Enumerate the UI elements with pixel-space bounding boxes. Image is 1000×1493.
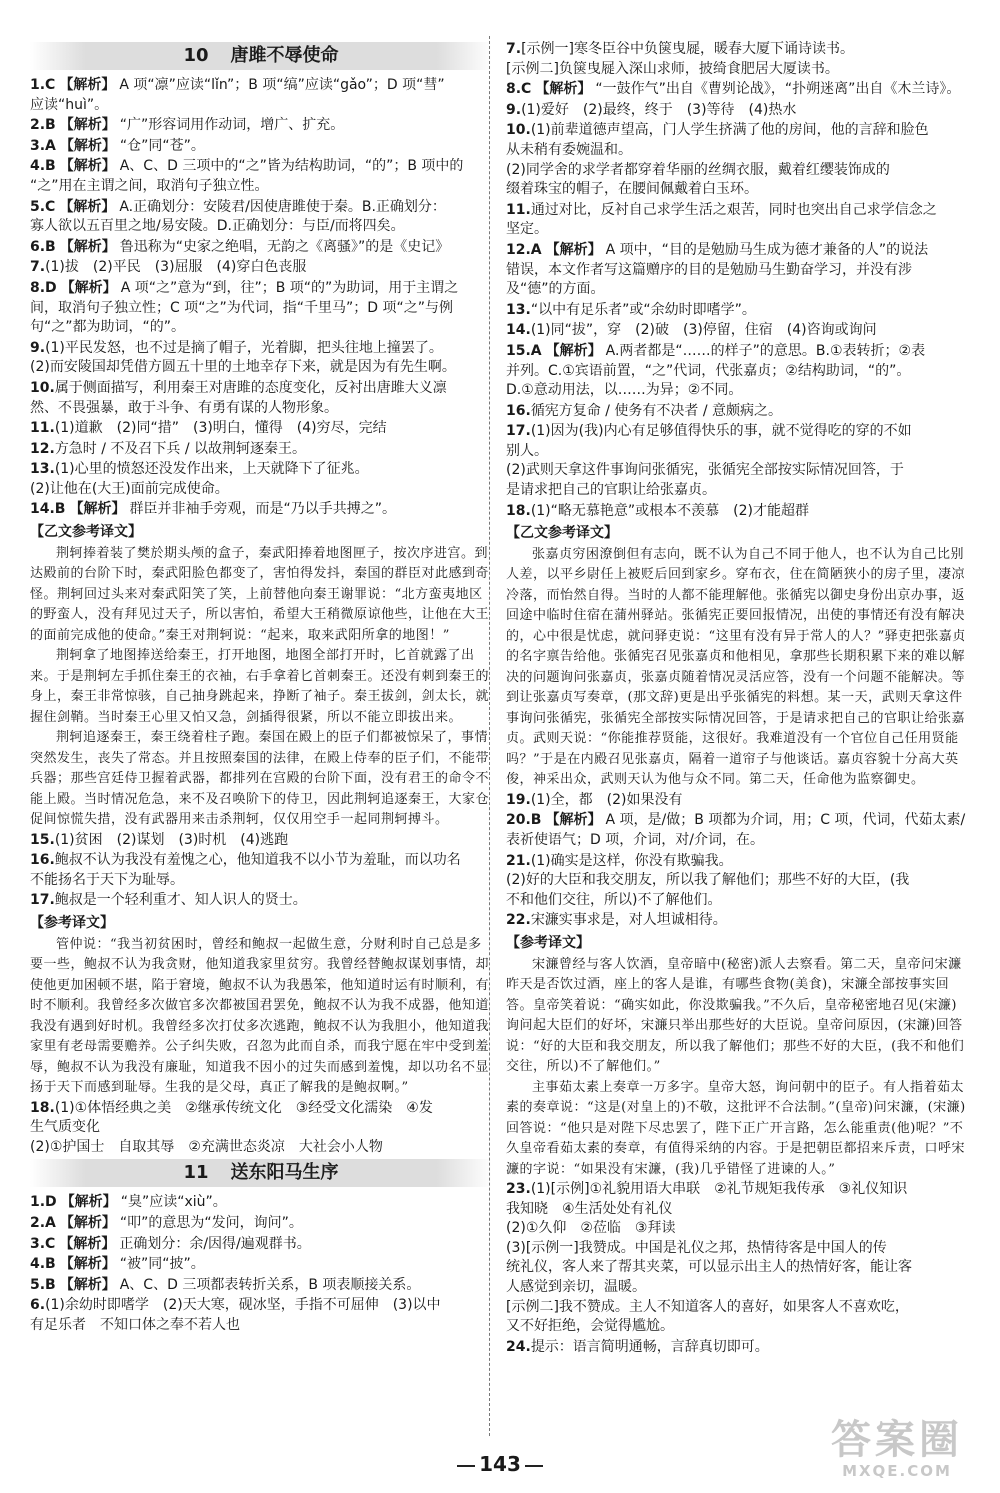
answer-text: (2)而安陵国却凭借方圆五十里的土地幸存下来，就是因为有先生啊。 [30, 359, 456, 376]
answer-text: 人感觉到亲切，温暖。 [506, 1279, 646, 1296]
answer-number: 22. [506, 912, 531, 929]
answer-text: (1)前辈道德声望高，门人学生挤满了他的房间，他的言辞和脸色 [530, 122, 929, 139]
watermark-url: MXQE.COM [842, 1462, 952, 1480]
answer-text: A、C、D 三项中的“之”皆为结构助词，“的”；B 项中的 [119, 158, 464, 175]
translation-heading: 【参考译文】 [30, 915, 114, 932]
answer-text: 属于侧面描写，利用秦王对唐雎的态度变化，反衬出唐雎大义凛 [54, 379, 447, 396]
answer-text: (2)武则天拿这件事询问张循宪，张循宪全部按实际情况回答，于 [506, 462, 904, 479]
answer-number: 8.D [30, 279, 57, 296]
answer-text: 统礼仪，客人来了帮其夹菜，可以显示出主人的热情好客，能让客 [506, 1259, 912, 1276]
answer-item [30, 831, 492, 851]
section-name: 送东阳马生序 [230, 1162, 339, 1184]
answer-text: 及“德”的方面。 [506, 281, 605, 298]
answer-number: 15. [30, 831, 55, 848]
answer-text: 有足乐者 不知口体之奉不若人也 [30, 1316, 240, 1333]
answer-text: “臭”应读“xiù”。 [120, 1194, 227, 1211]
answer-text: 提示：语言简明通畅，言辞真切即可。 [530, 1338, 769, 1355]
answer-text: (2)同学舍的求学者都穿着华丽的丝绸衣服，戴着红缨装饰成的 [506, 161, 890, 178]
answer-text: (1)平民发怒，也不过是摘了帽子，光着脚，把头往地上撞罢了。 [45, 339, 443, 356]
answer-text: (2)让他在(大王)面前完成使命。 [30, 480, 229, 497]
answer-item [30, 1214, 492, 1234]
answer-text: 鲁迅称为“史家之绝唱，无韵之《离骚》”的是《史记》 [119, 238, 450, 255]
answer-text: “仓”同“苍”。 [119, 137, 205, 154]
answer-number: 13. [506, 301, 531, 318]
analysis-tag: 【解析】 [60, 279, 117, 296]
answer-text: (1)同“拔”，穿 (2)破 (3)停留，住宿 (4)咨询或询问 [530, 322, 877, 339]
answer-text: (1)爱好 (2)最终，终于 (3)等待 (4)热水 [521, 101, 797, 118]
answer-text: (1)道歉 (2)同“措” (3)明白，懂得 (4)穷尽，完结 [54, 420, 387, 437]
analysis-tag: 【解析】 [59, 238, 116, 255]
left-column [30, 40, 492, 1337]
answer-number: 21. [506, 852, 531, 869]
answer-text: [示例一]寒冬臣谷中负箧曳屣，暖春大厦下诵诗读书。 [521, 41, 854, 57]
answer-number: 2.B [30, 117, 56, 134]
answer-text: 并列。C.①宾语前置，“之”代词，代张嘉贞；②结构助词，“的”。 [506, 362, 911, 379]
translation-paragraph: 荆轲追逐秦王，秦王绕着柱子跑。秦国在殿上的臣子们都被惊呆了，事情突然发生，丧失了常态。并且按照秦国的法律，在殿上侍奉的臣子们，不能带兵器；那些宫廷侍卫握着武器，都排列在宫殿的台阶下面，没有君王的命令不能上殿。当时情况危急，来不及召唤阶下的侍卫，因此荆轲追逐秦王，大家仓促间惊慌失措，没有武器用来击杀荆轲，仅仅用空手一起同荆轲搏斗。 [30, 730, 490, 828]
answer-item [506, 811, 968, 850]
answer-number: 12. [30, 440, 55, 457]
answer-number: 4.B [30, 158, 56, 175]
answer-number: 7. [506, 41, 522, 57]
answer-number: 16. [30, 852, 55, 869]
answer-text: (1)贫困 (2)谋划 (3)时机 (4)逃跑 [54, 831, 289, 848]
answer-text: 寡人欲以五百里之地/易安陵。D.正确划分：与臣/而将四矣。 [30, 218, 405, 235]
answer-text: [示例二]负箧曳屣入深山求师，披绮食肥居大厦读书。 [506, 60, 839, 77]
section-name: 唐雎不辱使命 [230, 45, 339, 66]
answer-item [506, 791, 968, 811]
answer-text: 表祈使语气；D 项，介词，对/介词，在。 [506, 832, 764, 849]
answer-number: 2.A [30, 1215, 56, 1231]
answer-item [30, 137, 492, 157]
answer-number: 9. [30, 339, 46, 356]
translation-paragraph: 主事茹太素上奏章一万多字。皇帝大怒，询问朝中的臣子。有人指着茹太素的奏章说：“这是(对皇上的)不敬，这批评不合法制。”(皇帝)问宋濂，(宋濂)回答说：“他只是对陛下尽忠罢了，陛下正广开言路，怎么能重责(他)呢？”不久皇帝看茹太素的奏章，有值得采纳的内容。于是把朝臣都招来斥责，口呼宋濂的字说：“如果没有宋濂，(我)几乎错怪了进谏的人。” [506, 1079, 966, 1177]
answer-text: 缀着珠宝的帽子，在腰间佩戴着白玉环。 [506, 181, 758, 198]
answer-item [30, 238, 492, 258]
answer-number: 10. [506, 122, 531, 139]
answer-item [506, 80, 968, 100]
answer-item [30, 258, 492, 278]
section-title-10 [30, 42, 492, 70]
answer-item [30, 1193, 492, 1213]
analysis-tag: 【解析】 [59, 1215, 116, 1231]
answer-number: 6.B [30, 238, 56, 255]
analysis-tag: 【解析】 [59, 1256, 116, 1273]
answer-number: 15.A [506, 342, 542, 359]
answer-item [30, 279, 492, 338]
answer-text: 从未稍有委婉温和。 [506, 141, 632, 158]
answer-list [506, 1180, 968, 1357]
answer-text: 别人。 [506, 442, 548, 459]
answer-text: (1)因为(我)内心有足够值得快乐的事，就不觉得吃的穿的不如 [530, 423, 912, 440]
translation-paragraph: 荆轲拿了地图捧送给秦王，打开地图，地图全部打开时，匕首就露了出来。于是荆轲左手抓住秦王的衣袖，右手拿着匕首刺秦王。还没有刺到秦王的身上，秦王非常惊骇，自己抽身跳起来，挣断了袖子。秦王拔剑，剑太长，就握住剑鞘。当时秦王心里又怕又急，剑插得很紧，所以不能立即拔出来。 [30, 648, 490, 725]
answer-item [506, 101, 968, 121]
answer-number: 4.B [30, 1256, 56, 1273]
section-number: 11 [183, 1162, 209, 1184]
analysis-tag: 【解析】 [59, 198, 116, 215]
answer-text: “广”形容词用作动词，增广、扩充。 [119, 117, 345, 134]
answer-number: 5.B [30, 1276, 56, 1293]
answer-item [30, 76, 492, 115]
answer-number: 3.A [30, 137, 56, 154]
answer-number: 9. [506, 101, 522, 118]
answer-number: 1.C [30, 77, 56, 93]
answer-item [506, 241, 968, 300]
answer-number: 20.B [506, 812, 542, 829]
answer-text: (3)[示例一]我赞成。中国是礼仪之邦，热情待客是中国人的传 [506, 1239, 887, 1256]
answer-number: 24. [506, 1338, 531, 1355]
answer-text: A.正确划分：安陵君/因使唐雎使于秦。B.正确划分： [119, 198, 446, 215]
translation-text [30, 935, 492, 1099]
answer-list [30, 831, 492, 911]
answer-text: A、C、D 三项都表转折关系，B 项表顺接关系。 [119, 1276, 421, 1293]
right-column [506, 40, 968, 1358]
answer-text: 循宪方复命 / 使务有不决者 / 意颇病之。 [530, 402, 783, 419]
answer-item [506, 911, 968, 931]
answer-text: 宋濂实事求是，对人坦诚相待。 [530, 912, 727, 929]
answer-text: 间，取消句子独立性；C 项“之”为代词，指“千里马”；D 项“之”与例 [30, 299, 453, 316]
answer-number: 17. [506, 423, 531, 440]
page-number: 143 [0, 1452, 1000, 1476]
answer-text: [示例二]我不赞成。主人不知道客人的喜好，如果客人不喜欢吃， [506, 1298, 909, 1315]
answer-item [30, 116, 492, 136]
answer-list [506, 791, 968, 931]
watermark-text: 答案圈 [831, 1417, 963, 1463]
answer-list [30, 76, 492, 520]
answer-number: 5.C [30, 198, 56, 215]
translation-heading: 【乙文参考译文】 [30, 524, 142, 541]
answer-number: 7. [30, 259, 46, 276]
answer-text: “一鼓作气”出自《曹刿论战》，“扑朔迷离”出自《木兰诗》。 [595, 81, 961, 98]
analysis-tag: 【解析】 [59, 1276, 116, 1293]
section-number: 10 [183, 45, 209, 66]
answer-item [30, 1255, 492, 1275]
answer-text: (2)好的大臣和我交朋友，所以我了解他们；那些不好的大臣，(我 [506, 872, 910, 889]
answer-item [506, 422, 968, 500]
answer-item [506, 40, 968, 79]
answer-text: 鲍叔不认为我没有羞愧之心，他知道我不以小节为羞耻，而以功名 [54, 852, 461, 869]
answer-text: 正确划分：余/因得/遍观群书。 [119, 1235, 311, 1252]
answer-number: 10. [30, 379, 55, 396]
translation-paragraph: 张嘉贞穷困潦倒但有志向，既不认为自己不同于他人，也不认为自己比别人差，以平乡尉任上被贬后回到家乡。穿布衣，住在简陋狭小的房子里，凄凉冷落，而怡然自得。当时的人都不能理解他。张循宪以御史身份出京办事，返回途中临时住宿在蒲州驿站。张循宪正要回报情况，出使的事情还有没有解决的，心中很是忧虑，就问驿吏说：“这里有没有异于常人的人？”驿吏把张嘉贞的名字禀告给他。张循宪召见张嘉贞和他相见，拿那些长期积累下来的难以解决的问题询问张嘉贞，张嘉贞随着情况灵活应答，没有一个问题不能解决。等到让张嘉贞写奏章，(那文辞)更是出乎张循宪的料想。某一天，武则天拿这件事询问张循宪，张循宪全部按实际情况回答，于是请求把自己的官职让给张嘉贞。武则天说：“你能推荐贤能，这很好。我难道没有一个官位自己任用贤能吗？”于是在内殿召见张嘉贞，隔着一道帘子与他谈话。嘉贞容貌十分高大英俊，神采出众，武则天认为他与众不同。第二天，任命他为监察御史。 [506, 546, 966, 788]
translation-paragraph: 宋濂曾经与客人饮酒，皇帝暗中(秘密)派人去察看。第二天，皇帝问宋濂昨天是否饮过酒，座上的客人是谁，有哪些食物(美食)，宋濂全部按事实回答。皇帝笑着说：“确实如此，你没欺骗我。”不久后，皇帝秘密地召见(宋濂)询问起大臣们的好坏，宋濂只举出那些好的大臣说。皇帝问原因，(宋濂)回答说：“好的大臣和我交朋友，所以我了解他们；那些不好的大臣，(我不和他们交往，所以)不了解他们。” [506, 956, 965, 1075]
answer-text: “以中有足乐者”或“余幼时即嗜学”。 [530, 301, 756, 318]
answer-number: 3.C [30, 1235, 56, 1252]
answer-number: 19. [506, 791, 531, 808]
answer-text: (1)①体悟经典之美 ②继承传统文化 ③经受文化濡染 ④发 [54, 1099, 433, 1116]
answer-item [506, 1180, 968, 1337]
section-title-11 [30, 1159, 492, 1187]
answer-text: “之”用在主谓之间，取消句子独立性。 [30, 177, 269, 194]
answer-text: 方急时 / 不及召下兵 / 以故荆轲逐秦王。 [54, 440, 307, 457]
answer-item [506, 201, 968, 240]
translation-heading: 【参考译文】 [506, 935, 590, 951]
answer-text: D.①意动用法，以……为异；②不同。 [506, 382, 743, 399]
translation-text [30, 544, 492, 831]
answer-item [30, 379, 492, 418]
answer-item [30, 1296, 492, 1335]
answer-number: 1.D [30, 1194, 57, 1211]
answer-text: 是请求把自己的官职让给张嘉贞。 [506, 482, 716, 499]
answer-text: A 项中，“目的是勉励马生成为德才兼备的人”的说法 [605, 241, 929, 258]
answer-number: 8.C [506, 81, 532, 98]
answer-text: (1)拔 (2)平民 (3)屈服 (4)穿白色丧服 [45, 259, 307, 276]
answer-number: 18. [506, 502, 531, 519]
answer-text: (1)[示例]①礼貌用语大串联 ②礼节规矩我传承 ③礼仪知识 [530, 1181, 908, 1198]
answer-list [30, 1193, 492, 1335]
answer-number: 11. [506, 201, 531, 218]
analysis-tag: 【解析】 [60, 1194, 117, 1211]
translation-paragraph: 管仲说：“我当初贫困时，曾经和鲍叔一起做生意，分财利时自己总是多要一些，鲍叔不认为我贪财，他知道我家里贫穷。我曾经替鲍叔谋划事情，却使他更加困顿不堪，陷于窘境，鲍叔不认为我愚笨，他知道时运有时顺利，有时不顺利。我曾经多次做官多次都被国君罢免，鲍叔不认为我不成器，他知道我没有遇到好时机。我曾经多次打仗多次逃跑，鲍叔不认为我胆小，他知道我家里有老母需要赡养。公子纠失败，召忽为此而自杀，而我宁愿在牢中受到羞辱，鲍叔不认为我没有廉耻，知道我不因小的过失而感到羞愧，却以功名不显扬于天下而感到耻辱。生我的是父母，真正了解我的是鲍叔啊。” [30, 936, 490, 1096]
answer-number: 12.A [506, 241, 542, 258]
answer-item [30, 440, 492, 460]
answer-text: (1)全，都 (2)如果没有 [530, 791, 683, 808]
answer-text: (1)“略无慕艳意”或根本不羡慕 (2)才能超群 [530, 502, 809, 519]
answer-text: 通过对比，反衬自己求学生活之艰苦，同时也突出自己求学信念之 [530, 201, 937, 218]
answer-number: 16. [506, 402, 531, 419]
answer-item [30, 1099, 492, 1158]
answer-text: 又不好拒绝，会觉得尴尬。 [506, 1318, 674, 1335]
answer-text: “叩”的意思为“发问，询问”。 [119, 1215, 303, 1231]
answer-text: A 项“凛”应读“lǐn”；B 项“缟”应读“gǎo”；D 项“彗” [119, 77, 445, 93]
answer-text: A 项，是/做；B 项都为介词，用；C 项，代词，代茹太素/ [605, 812, 966, 829]
answer-text: 应读“huì”。 [30, 96, 109, 113]
answer-item [30, 1235, 492, 1255]
analysis-tag: 【解析】 [59, 158, 116, 175]
answer-item [30, 1276, 492, 1296]
answer-text: 不和他们交往，所以)不了解他们。 [506, 891, 722, 908]
answer-number: 14.B [30, 501, 66, 518]
answer-item [30, 851, 492, 890]
translation-paragraph: 荆轲捧着装了樊於期头颅的盒子，秦武阳捧着地图匣子，按次序进宫。到达殿前的台阶下时，秦武阳脸色都变了，害怕得发抖，秦国的群臣对此感到奇怪。荆轲回过头来对秦武阳笑了笑，上前替他向秦王谢罪说：“北方蛮夷地区的野蛮人，没有拜见过天子，所以害怕，希望大王稍微原谅他些，让他在大王的面前完成他的使命。”秦王对荆轲说：“起来，取来武阳所拿的地图！” [30, 545, 490, 643]
answer-text: (2)①久仰 ②莅临 ③拜读 [506, 1220, 676, 1237]
answer-text: 不能扬名于天下为耻辱。 [30, 871, 184, 888]
answer-text: 我知晓 ④生活处处有礼仪 [506, 1200, 673, 1217]
answer-item [506, 121, 968, 199]
watermark-logo [802, 1418, 992, 1488]
answer-item [30, 419, 492, 439]
answer-text: 鲍叔是一个轻利重才、知人识人的贤士。 [54, 892, 307, 909]
analysis-tag: 【解析】 [545, 342, 602, 359]
answer-number: 11. [30, 420, 55, 437]
analysis-tag: 【解析】 [535, 81, 592, 98]
analysis-tag: 【解析】 [59, 77, 116, 93]
answer-item [30, 198, 492, 237]
answer-number: 6. [30, 1297, 46, 1314]
translation-text [506, 955, 968, 1181]
answer-text: 句“之”都为助词，“的”。 [30, 319, 186, 336]
analysis-tag: 【解析】 [59, 1235, 116, 1252]
analysis-tag: 【解析】 [59, 137, 116, 154]
answer-item [30, 157, 492, 196]
analysis-tag: 【解析】 [545, 241, 602, 258]
answer-item [30, 500, 492, 520]
answer-item [506, 321, 968, 341]
answer-number: 13. [30, 461, 55, 478]
column-divider [489, 36, 490, 1436]
answer-text: 群臣并非袖手旁观，而是“乃以手共搏之”。 [129, 501, 396, 518]
answer-text: (1)余幼时即嗜学 (2)天大寒，砚冰坚，手指不可屈伸 (3)以中 [45, 1297, 441, 1314]
answer-item [506, 342, 968, 401]
answer-item [506, 502, 968, 522]
analysis-tag: 【解析】 [59, 117, 116, 134]
answer-item [30, 891, 492, 911]
answer-list [506, 40, 968, 521]
translation-heading: 【乙文参考译文】 [506, 525, 618, 542]
answer-text: “被”同“披”。 [119, 1256, 205, 1273]
answer-text: 然、不畏强暴，敢于斗争、有勇有谋的人物形象。 [30, 399, 338, 416]
answer-text: 生气质变化 [30, 1119, 100, 1136]
answer-item [30, 460, 492, 499]
answer-number: 17. [30, 892, 55, 909]
answer-text: 错误，本文作者写这篇赠序的目的是勉励马生勤奋学习，并没有涉 [506, 261, 912, 278]
answer-item [30, 339, 492, 378]
answer-text: A.两者都是“……的样子”的意思。B.①表转折；②表 [605, 342, 926, 359]
answer-item [506, 301, 968, 321]
answer-number: 14. [506, 322, 531, 339]
answer-list [30, 1099, 492, 1158]
answer-text: (1)确实是这样，你没有欺骗我。 [530, 852, 733, 869]
answer-number: 18. [30, 1099, 55, 1116]
answer-item [506, 402, 968, 422]
answer-item [506, 1338, 968, 1358]
translation-text [506, 545, 968, 791]
answer-text: 坚定。 [506, 221, 548, 238]
answer-text: (1)心里的愤怒还没发作出来，上天就降下了征兆。 [54, 461, 369, 478]
analysis-tag: 【解析】 [545, 812, 602, 829]
analysis-tag: 【解析】 [69, 501, 126, 518]
answer-item [506, 852, 968, 911]
answer-text: (2)①护国士 自取其辱 ②充满世态炎凉 大社会小人物 [30, 1138, 383, 1155]
answer-number: 23. [506, 1181, 531, 1198]
answer-text: A 项“之”意为“到，往”；B 项“的”为助词，用于主谓之 [120, 279, 459, 296]
